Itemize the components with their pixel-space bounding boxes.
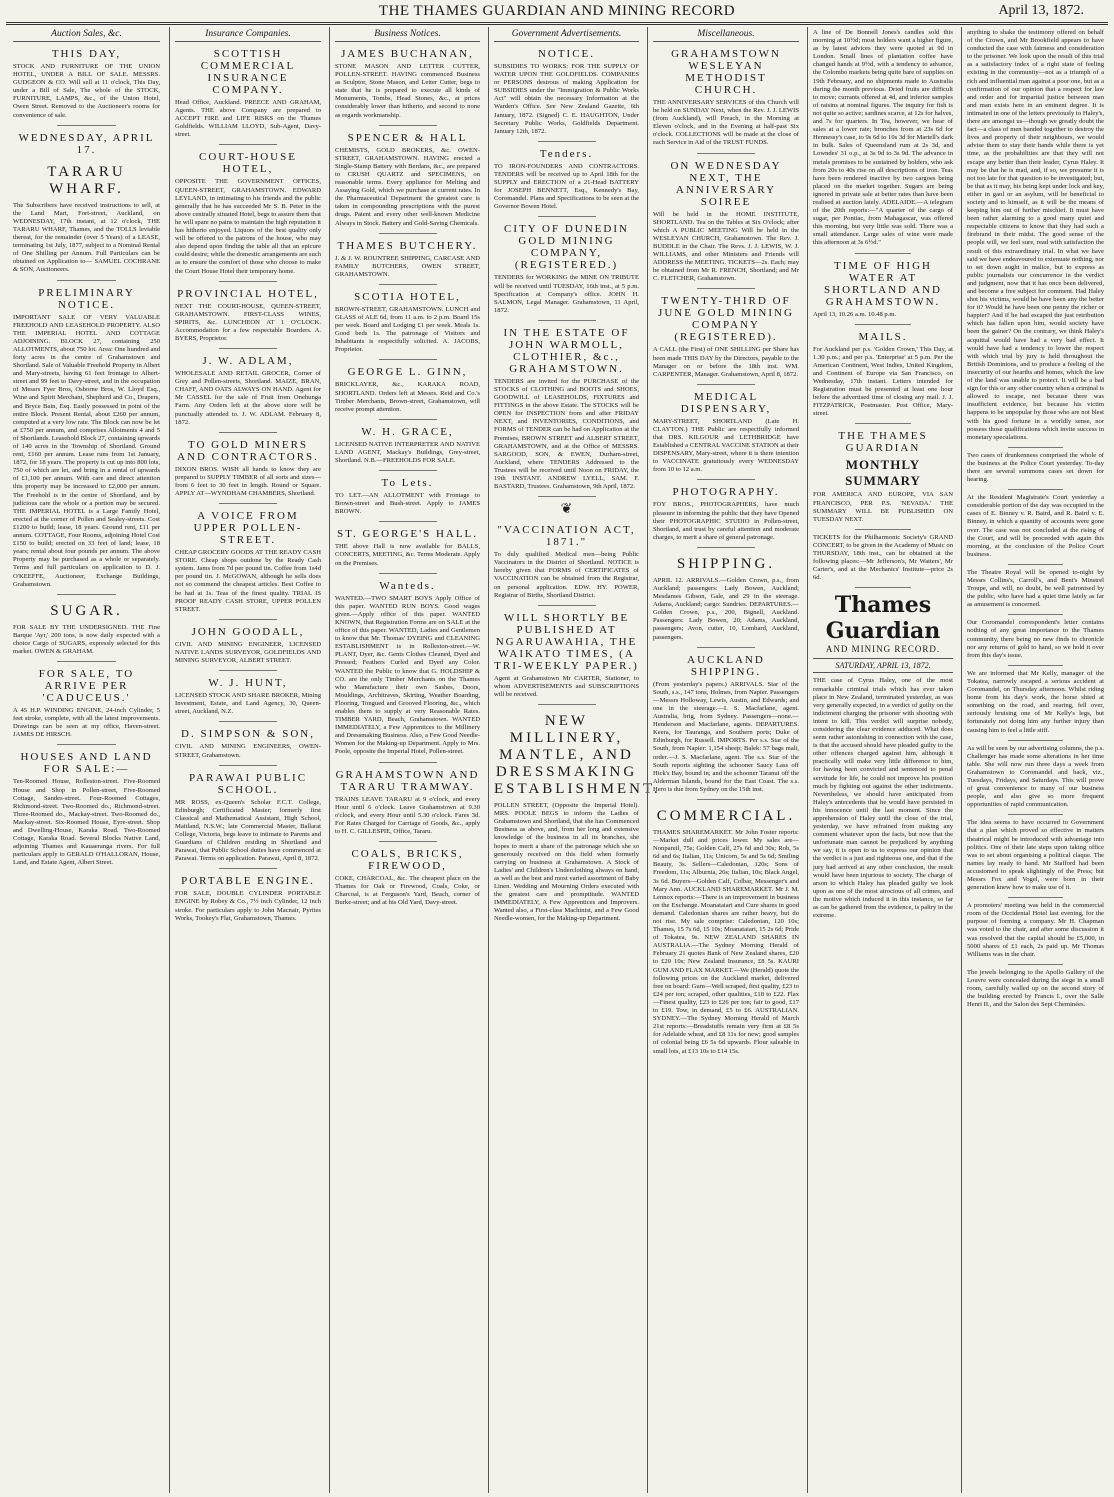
ad-body: As will be seen by our advertising columns, the p.s. Challenger has made some alterations in her time table. She will now run three days a week from Grahamstown to Coromandel and back, viz., Tuesdays, Fridays, and Saturdays. This will prove of great convenience to many of our business people, and also give so more frequent opportunities of rapid communication. [967,744,1104,809]
advertisement [967,969,1104,1009]
advertisement [335,848,480,907]
masthead-title: THE THAMES GUARDIAN AND MINING RECORD [378,3,736,19]
column-content [330,29,485,907]
advertisement [335,477,480,516]
divider [57,125,116,126]
advertisement [967,902,1104,959]
column-content [489,29,661,923]
ad-heading: Tenders. [539,147,594,160]
divider [379,419,437,420]
advertisement [494,148,639,212]
divider [379,573,437,574]
ad-heading: Wanteds. [379,579,436,592]
divider [538,704,596,705]
advertisement [335,426,480,465]
advertisement [967,29,1104,442]
divider [379,359,437,360]
column-content [808,29,958,920]
divider [855,324,911,325]
advertisement [335,366,480,413]
advertisement [494,327,639,491]
divider [219,348,277,349]
ad-body: TO IRON-FOUNDERS AND CONTRACTORS. TENDERS will be received up to April 18th for the SUPPLY and ERECTION of a 21-Head BATTERY for JOSEPH BENNETT, Esq., Kennedy's Bay, Coromandel. Plans and Specifications to be seen at the Governor Bowen Hotel. [494,162,639,211]
advertisement [13,751,160,867]
advertisement [175,151,321,275]
advertisement [335,580,480,757]
divider [697,153,755,154]
ad-heading: MEDICAL DISPENSARY, [680,390,772,415]
divider [219,721,277,722]
ad-body: BRICKLAYER, &c., KARAKA ROAD, SHORTLAND. Orders left at Messrs. Reid and Co.'s Timber Merchants, Brown-street, Grahamstown, will receive prompt attention. [335,381,480,413]
ad-body: CHEAP GROCERY GOODS AT THE READY CASH STORE. Cheap shops outdone by the Ready Cash system. Jams from 7d per pound tin. Coffee from 1s4d per pound tin. J. McGOWAN, although he sells does not so commend the cheapest articles. Best Coffee to be had at 1s. Teas of the finest quality. TRIAL IS PROOF READY CASH STORE, UPPER POLLEN STREET. [175,549,321,613]
column-content [962,29,1109,1009]
divider [855,423,911,424]
ad-heading: A VOICE FROM UPPER POLLEN-STREET. [193,510,303,547]
divider [379,125,437,126]
divider [1008,614,1063,615]
advertisement [13,287,160,589]
advertisement [175,772,321,864]
masthead-date: April 13, 1872. [998,3,1084,18]
ad-body: MR ROSS, ex-Queen's Scholar F.C.T. College, Edinburgh; Certificated Master; formerly first Classical and Mathematical Assistant, High School, Maitland, N.S.W.; late Commercial Master, Ballarat College, Victoria, begs leave to intimate to Parents and Guardians of Children residing in Shortland and Parawai, that Public School duties have commenced at Parawai. Terms on application. Parawai, April 8, 1872. [175,798,321,863]
divider [379,521,437,522]
ad-body: THE above Hall is now available for BALLS, CONCERTS, MEETING, &c. Terms Moderate. Apply on the Premises. [335,543,480,567]
ad-body: FOY BROS., PHOTOGRAPHERS, have much pleasure in informing the public that they have Opened their PHOTOGRAPHIC STUDIO in Pollen-street, Shortland, and trust by careful attention and moderate charges, to merit a share of general patronage. [653,501,799,541]
ad-heading: CITY OF DUNEDIN GOLD MINING COMPANY, (REGISTERED.) [504,223,629,272]
ad-heading: ST. GEORGE'S HALL. [336,528,479,541]
divider [855,587,911,588]
ad-display-heading: SUGAR. [50,602,123,619]
ad-heading: JAMES BUCHANAN, [341,48,474,60]
divider [1008,665,1063,666]
royal-crest-icon: ❦ [560,502,573,518]
ad-heading: JOHN GOODALL, [191,625,305,638]
ad-body: THE case of Cyrus Haley, one of the most remarkable criminal trials which has ever taken place in New Zealand, terminated yesterday, as was very generally expected, in a verdict of guilty on the indictment charging the prisoner with shooting with intent to kill. This verdict will surprise nobody, considering the clear evidence adduced. What does seem rather astonishing in connection with the case, is that the accused should have pleaded guilty to the other offences charged against him, although it practically will make very little difference to him, for having been convicted and sentenced to penal servitude for life, he could not improve his position much by fighting out against the other indictments. Nevertheless, we should have anticipated from Haley's antecedents that he would have persisted in his innocence until the last moment. Since the apprehension of Haley until the close of the trial, yesterday, we have refrained from making any comment whatever upon the facts, but now that the unfortunate man cannot be prejudiced by anything we say, it is open to us to express our opinion that the verdict is a just and righteous one, and that if the jury had arrived at any other conclusion, the result would have been injurious to society. The charge of arson to which Haley has pleaded guilty we look upon as one of the most atrocious of all crimes, and the motive which induced it in this instance, so far as can be gathered from the evidence, is paltry in the extreme. [813,677,953,920]
advertisement [653,808,799,1056]
ad-body: POLLEN STREET, (Opposite the Imperial Hotel). MRS. POOLE BEGS to inform the Ladies of Grahamstown and Shortland, that she has Commenced Business as above, and, from her long and extensive knowledge of the business in all its branches, she hopes to merit a share of the patronage which she so generously received on this field when formerly carrying on business at Grahamstown. A Stock of Ladies' and Children's Underclothing always on hand, as well as the best and most varied assortment of Baby Linen. Wedding and Mourning Orders executed with the greatest care and promptitude. WANTED IMMEDIATELY, A Few Apprentices and Improvers. Wanted also, a First-class Machinist, and a Few Good Needle-women, for the Making-up Department. [494,802,639,923]
advertisement [13,132,160,275]
advertisement [175,677,321,716]
ad-heading: NOTICE. [537,48,596,60]
divider [538,605,596,606]
column-content [8,29,165,867]
divider [1008,447,1063,448]
ad-heading: MAILS. [858,330,908,343]
divider [697,647,755,648]
ad-body: APRIL 12. ARRIVALS.—Golden Crown, p.s., from Auckland; passengers: Lady Bowen, Auckland; Mesdames Gibson, Gale, and 29 in the steerage. Adams, Auckland; cargo: Sundries. DEPARTURES.—Golden Crown, p.s., 200, Bignell, Auckland. Passengers: Lady Bowen, 20; Adams, Auckland, passengers; Avon, cutter, 10, Lombard, Auckland, passengers. [653,576,799,641]
ad-heading: FOR SALE, TO ARRIVE PER 'CADUCEUS.' [38,668,135,705]
divider [219,868,277,869]
newspaper-nameplate: Thames Guardian [825,592,941,645]
ad-body: Our Coromandel correspondent's letter contains nothing of any great importance to the Thames community, there being no new finds to chronicle nor any returns of gold to hand, so we hold it over from this day's issue. [967,619,1104,659]
divider [1008,740,1063,741]
advertisement [653,654,799,794]
divider [1008,489,1063,490]
divider [379,841,437,842]
ad-heading: PORTABLE ENGINE. [181,875,315,888]
advertisement [967,569,1104,609]
ad-heading: "VACCINATION ACT, 1871." [497,524,636,549]
divider [697,384,755,385]
column-heading: Miscellaneous. [653,29,799,42]
ad-body: The jewels belonging to the Apollo Gallery of the Louvre were concealed during the siege in a small room, carefully walled up on the second story of the building erected by Francis I., over the Salle Henri II., and the Salon des Sept Cheminées. [967,968,1104,1009]
ad-body: CIVIL AND MINING ENGINEER, LICENSED NATIVE LANDS SURVEYOR, GOLDFIELDS AND MINING SURVEYOR, ALBERT STREET. [175,640,321,665]
advertisement [967,494,1104,559]
advertisement [175,48,321,139]
ad-heading: TWENTY-THIRD OF JUNE GOLD MINING COMPANY (REGISTERED). [658,295,794,344]
ad-heading: J. W. ADLAM, [202,355,294,368]
advertisement [13,668,160,739]
advertisement [335,769,480,836]
advertisement [335,240,480,279]
advertisement [494,501,639,600]
ad-body: TICKETS for the Philharmonic Society's GRAND CONCERT, to be given in the Academy of Music on THURSDAY, 18th inst., can be obtained at the following places:—Mr Jefferson's, Mr Watters', Mr Carter's, and at the Mechanics' Institute—price 2s 6d. [813,533,953,582]
divider [855,529,911,530]
ad-body: LICENSED NATIVE INTERPRETER AND NATIVE LAND AGENT, Mackay's Buildings, Grey-street, Shortland. N.B.—FREEHOLDS FOR SALE. [335,440,480,464]
ad-body: FOR SALE BY THE UNDERSIGNED. THE Fine Barque 'Ayr,' 200 tons, is now daily expected with a choice Cargo of SUGARS, expressly selected for this market. OWEN & GRAHAM. [13,623,160,655]
ad-body: COKE, CHARCOAL, &c. The cheapest place on the Thames for Oak or Firewood, Coals, Coke, or Charcoal, is at Ferguson's Yard, Beach, corner of Burke-street; and at his Old Yard, Davy-street. [335,875,480,907]
columns [8,27,1108,1493]
ad-body: (From yesterday's papers.) ARRIVALS. Star of the South, s.s., 147 tons, Holmes, from Napier. Passengers—Messrs Holloway, Lewis, Austin, and Edwards; and one in the steerage.—I. S. Macfarlane, agent. Australia, brig, from Sydney. Passengers—none.—Henderson and Macfarlane, agents. DEPARTURES. Keera, for Tauranga, and Southern ports; Duke of Edinburgh, for Russell. IMPORTS. Per s.s. Star of the South, from Napier: 1,154 sheep; Balek: 57 bags malt, order.—J. S. Macfarlane, agent. The s.s. Star of the South reports sighting the schooner Saucy Lass off Hick's Bay, bound in; and the schooner Taranui off the Alderman Islands, bound for the East Coast. The s.s. Hero is due from Sydney on the 15th inst. [653,680,799,793]
advertisement [175,626,321,665]
ad-heading: IN THE ESTATE OF JOHN WARMOLL, CLOTHIER, &c., GRAHAMSTOWN. [503,326,630,375]
divider [57,744,116,745]
divider [1008,564,1063,565]
advertisement [653,48,799,148]
advertisement [967,745,1104,810]
divider [1008,814,1063,815]
ad-heading: THAMES BUTCHERY. [337,239,478,252]
advertisement [175,875,321,922]
divider [379,762,437,763]
column-content [170,29,326,923]
ad-heading: SPENCER & HALL [347,131,468,144]
column-6 [807,27,958,1493]
ad-heading: TO GOLD MINERS AND CONTRACTORS. [177,438,319,463]
ad-heading: To Lets. [381,477,434,490]
ad-body: IMPORTANT SALE OF VERY VALUABLE FREEHOLD AND LEASEHOLD PROPERTY. ALSO THE IMPERIAL HOTEL AND COTTAGE ADJOINING. BLOCK 27, containing 250 ALLOTMENTS, about 750 lot. Area: One hundred and forty acres in the centre of Grahamstown and Shortland. Sale of Valuable Freehold Property in Albert and Mary-streets, having 61 feet frontage to Albert-street and 99 feet to Davy-street, and in the occupation of Messrs Fyer Bros, Osborne Bros, W. Lloyd Esq., Wine and Spirit Merchant, Shepherd and Co., Drapers, and Bryce Bain, Esq. Easily possessed in point of the entire Block. Present Rental, about £260 per annum, computed at a very low rate. The Block can now be let at £750 per annum, and comprises Allotments 4 and 5 of Shortlands. Leasehold Block 27, containing upwards of 140 acres in the Township of Shortland. Ground rent, £160 per annum. Lease runs from 1st January, 1872, for 18 years. The property is cut up into 800 lots, 750 of which are let, and bring in a rental of upwards of £1,100 per annum. With care and direct attention this property may be increased to £2,000 per annum. The Freehold is in the centre of Shortland, and by judicious care the whole or a portion may be secured. THE IMPERIAL HOTEL is a Large Family Hotel, erected at the corner of Pollen and Sealey-streets. Cost £1200 to build; lease, 18 years. Ground rent, £11 per annum. COTTAGE, Four Rooms, adjoining Hotel Cost £150 to build; erected on 33 feet of land; lease, 18 years; rental about four pounds per annum. The above Property may be purchased as a whole or separately. Terms and full particulars on application to D. J. O'KEEFFE, Auctioneer, Exchange Buildings, Grahamstown. [13,313,160,588]
ad-heading: PROVINCIAL HOTEL, [177,287,319,300]
ad-body: NEXT THE COURT-HOUSE, QUEEN-STREET, GRAHAMSTOWN. FIRST-CLASS WINES, SPIRITS, &c. LUNCHEON AT 1 O'CLOCK. Accommodation for a few respectable Boarders. A. BYERS, Proprietor. [175,302,321,342]
advertisement [494,223,639,314]
ad-heading: HOUSES AND LAND FOR SALE:— [20,751,153,776]
divider [855,253,911,254]
ad-body: The Subscribers have received instructions to sell, at the Land Mart, Fort-street, Auckland, on WEDNESDAY, 17th instant, at 12 o'clock, THE TARARU WHARF, Thames, and the TOLLS leviable thereat, for the remainder (over 5 Years) of a LEASE, terminating 1st July, 1877, subject to a Nominal Rental of One Shilling per Annum. Full Particulars can be obtained on Application to— SAMUEL COCHRANE & SON, Auctioneers. [13,201,160,274]
advertisement [967,619,1104,659]
ad-heading: W. J. HUNT, [208,677,288,690]
advertisement [13,603,160,656]
ad-display-heading: COMMERCIAL. [656,807,796,824]
divider [57,594,116,595]
advertisement [494,713,661,923]
advertisement [967,670,1104,735]
ad-body: WHOLESALE AND RETAIL GROCER, Corner of Grey and Pollen-streets, Shortland. MAIZE, BRAN, CHAFF, AND OATS ALWAYS ON HAND. Agent for Mr CASSEL for the sale of Fruit from Onehunga Farm. Any Orders left at the above store will be punctually attended to. J. W. ADLAM. February 8, 1872. [175,370,321,426]
ad-heading: SCOTTISH COMMERCIAL INSURANCE COMPANY. [200,48,296,96]
divider [1008,897,1063,898]
advertisement [494,612,639,699]
ad-heading: TIME OF HIGH WATER AT SHORTLAND AND GRAHAMSTOWN. [824,259,942,308]
ad-body: J. & J. W. ROUNTREE SHIPPING, CARCASE AND FAMILY BUTCHERS, OWEN STREET, GRAHAMSTOWN. [335,254,480,278]
nameplate-subtitle: AND MINING RECORD. [825,644,941,655]
ad-body: anything to shake the testimony offered on behalf of the Crown, and Mr Brookfield appears to have conducted the case with fairness and consideration to the prisoner. We look upon the result of this trial as a satisfactory index of a right state of feeling existing in the community—not as a triumph of a rich and influential man against a poor one, but as a confirmation of our opinion that a respect for law and order and for impartial justice between man and man exists here in an eminent degree. It is intimated in one of the letters previously to Haley's, there are amongst us—though we greatly doubt the fact—a class of men banded together to destroy the lives and property of their neighbours, we would advise them to stay their hands while there is yet time, as the probabilities are that they will not escape any better than their leader, Cyrus Haley. It may be that he is mad, and, if so, we presume it is not too late for that question to be investigated; but, be that as it may, his being kept under lock and key, either in gaol or an asylum, will be beneficial to society and to himself, as it will be the means of keeping him out of further mischief. It must have been rather alarming to a good many quiet and respectable citizens to know that they had such a firebrand in their midst. The good sense of the people will, we feel sure, read with satisfaction the result of this extraordinary trial. In what we have said we have endeavoured to extenuate nothing, nor to set down aught in malice, but to express as public journalists our concurrence in the verdict and judgment, now that it has once been delivered, and become a free subject for comment. Had Haley shot his victims, would he have been any the better for it? Would he have been one penny the richer or happier? And if he had escaped the just retribution which has fallen upon him, would society have been the gainer? On the contrary, we think Haley's acquittal would have had a very bad effect. It would have had a tendency to lower the respect with which trial by jury is held throughout the British Dominions, and to produce a feeling of the insecurity of our hearths and homes, which the law of the land was unable to protect. It will be a bad sign for this or any other country when a criminal is allowed to escape, not because there was insufficient evidence, but because his victim happens to be unpopular by those who are not blest with his good fortune in a worldly sense, nor possess those qualifications which invite success in monetary speculations. [967,29,1104,441]
ad-heading: ON WEDNESDAY NEXT, THE ANNIVERSARY SOIREE [670,159,782,208]
column-2 [169,27,326,1493]
ad-body: To duly qualified Medical men—being Public Vaccinators in the District of Shortland. NOTICE is hereby given that FORMS of CERTIFICATES of VACCINATION can be obtained from the Registrar, on personal application. EDW. HY. POWER, Registrar of Births, Shortland District. [494,551,639,599]
divider [219,670,277,671]
divider [219,503,277,504]
ad-body: DIXON BROS. WISH all hands to know they are prepared to SUPPLY TIMBER of all sorts and sizes—from 6 feet to 30 feet in length. Round or Square. APPLY AT—WYNDHAM CHAMBERS, Shortland. [175,465,321,497]
divider [538,141,596,142]
ad-heading: GRAHAMSTOWN WESLEYAN METHODIST CHURCH. [671,48,781,96]
divider [538,496,596,497]
ad-display-heading: TARARU WHARF. [47,163,126,197]
ad-heading: GEORGE L. GINN, [347,366,468,379]
advertisement [967,452,1104,484]
divider [697,479,755,480]
ad-display-heading: NEW MILLINERY, MANTLE, AND DRESSMAKING ESTABLISHMENT. [494,713,661,798]
ad-body: Will be held in the HOME INSTITUTE, SHORTLAND. Tea on the Tables at Six O'clock; after which A PUBLIC MEETING Will be held in the WESLEYAN CHURCH, Grahamstown. The Rev. J. BUDDLE in the Chair. The Revs. J. J. LEWIS, W. J. WILLIAMS, and other Ministers and Friends will ADDRESS the MEETING. TICKETS—2s. Each; may be obtained from Mr R. FRENCH, Shortland; and Mr C. FLETCHER, Grahamstown. [653,210,799,283]
column-3 [329,27,485,1493]
divider [379,284,437,285]
column-1 [8,27,165,1493]
ad-heading: W. H. GRACE, [361,425,454,438]
ad-body: BROWN-STREET, GRAHAMSTOWN. LUNCH and GLASS of ALE 6d, from 11 a.m. to 2 p.m. Board 15s per week. Board and Lodging £1 per week. Meals 1s. Good beds 1s. The patronage of Visitors and Inhabitants is respectfully solicited. A. JACOBS, Proprietor. [335,305,480,354]
divider [697,547,755,548]
advertisement [653,556,799,642]
masthead [0,0,1114,20]
advertisement [967,819,1104,892]
summary-heading: MONTHLY SUMMARY [845,457,921,489]
advertisement [653,295,799,378]
ad-body: Ten-Roomed House, Rolleston-street. Five-Roomed House and Shop in Pollen-street, Five-Roomed Cottage, Sandes-street. Four-Roomed Cottages, Richmond-street. Two-Roomed do., Richmond-street. Three-Roomed do., Mackay-street. Two-Roomed do., Mackay-street. Six-Roomed House, Eyre-street. Shop and Dwelling-House, Karaka Road. Two-Roomed Cottage, Karaka Road. Several Blocks Native Land, adjoining Thames and Kauaeranga rivers. For full particulars apply to GERALD O'HALLORAN, House, Land, and Estate Agent, Albert Street. [13,778,160,867]
advertisement [813,331,953,419]
ad-heading: PHOTOGRAPHY. [672,486,780,499]
divider [219,765,277,766]
divider [219,144,277,145]
column-heading: Government Advertisements. [494,29,639,42]
ad-body: TRAINS LEAVE TARARU at 9 o'clock, and every Hour until 6 o'clock. Leave Grahamstown at 9.30 o'clock, and every Hour until 5.30 o'clock. Fares 3d. For Rates Charged for Carriage of Goods, &c., apply to H. C. GILLESPIE, Office, Tararu. [335,795,480,835]
divider [219,619,277,620]
divider [697,799,755,800]
ad-heading: PARAWAI PUBLIC SCHOOL. [188,771,308,796]
ad-body: A 45 H.P. WINDING ENGINE, 24-inch Cylinder, 5 feet stroke, complete, with all the latest improvements. Drawings can be seen at my office, Haven-street. JAMES DE HIRSCH. [13,707,160,739]
advertisement [335,48,480,120]
ad-body: LICENSED STOCK AND SHARE BROKER, Mining Investment, Estate, and Land Agency, 30, Queen-street, Auckland, N.Z. [175,692,321,716]
ad-display-heading: SHIPPING. [676,555,776,572]
column-7 [961,27,1109,1493]
ad-body: FOR SALE, DOUBLE CYLINDER PORTABLE ENGINE by Robey & Co., 7½ inch Cylinder, 12 inch stroke. For particulars apply to John Macnair, Pyrites Works, Tookey's Flat, Grahamstown, Thames. [175,890,321,922]
advertisement [813,592,953,920]
ad-heading: SCOTIA HOTEL, [354,290,461,303]
advertisement [175,510,321,614]
divider [697,288,755,289]
ad-body: TENDERS are invited for the PURCHASE of the STOCKS of CLOTHING and BOOTS and SHOES, GOODWILL of LEASEHOLDS, FIXTURES and FITTINGS in the above Estate. The STOCKS will be OPEN for INSPECTION from and after FRIDAY NEXT, and INVENTORIES, CONDITIONS, and FORMS of TENDER can be had on Application at the Premises, BROWN STREET and ALBERT STREET, GRAHAMSTOWN, and at the Office of MESSRS. SARGOOD, SON, & EWEN, Durham-street, Auckland, where TENDERS Addressed to the Trustees will be received until Noon on FRIDAY, the 19th INSTANT. ANDREW LYELL, SAM. F. BASTARD, Trustees. Grahamstown, 9th April, 1872. [494,377,639,491]
ad-body: The idea seems to have occurred to Government that a plan which proved so effective in matters theatrical might be introduced with advantage into politics. One of their late steps upon taking office was to set about organising a political claque. The names lay ready to hand. Mr Stafford had been accustomed to speak slightingly of the Press; but Messrs Fox and Vogel, were born in their generation knew how to make use of it. [967,819,1104,892]
advertisement [813,29,953,248]
advertisement [813,430,953,523]
divider [538,320,596,321]
advertisement [13,48,160,120]
ad-body: MARY-STREET, SHORTLAND (Late H. CLAYTON.) THE Public are respectfully informed that DRS. KILGOUR and LETHBRIDGE have Established a CENTRAL VACCINE STATION at their DISPENSARY, Mary-street, where it is there intention to VACCINATE gratuitously every WEDNESDAY from 10 to 12 a.m. [653,417,799,474]
ad-heading: D. SIMPSON & SON, [181,728,315,741]
advertisement [653,486,799,541]
ad-body: At the Resident Magistrate's Court yesterday a considerable portion of the day was occupied in the cases of E. Binney v. R. Baird, and R. Baird v. E. Binney, in which a quantity of accounts were gone over. The case was not concluded at the rising of the Court, and will be proceeded with again this morning, at the conclusion of the Police Court business. [967,494,1104,558]
ad-body: Two cases of drunkenness comprised the whole of the business at the Police Court yesterday. To-day there are several summons cases set down for hearing. [967,451,1104,484]
ad-body: THAMES SHAREMARKET. Mr John Foster reports:—Market dull and prices lower. My sales are—Nonpareil, 75s; Golden Calf, 27s 6d and 30s; Rob, 5s 6d and 6s; Italian, 11s; Unicorn, 5s and 5s 6d; Smiling Beauty, 3s. Sellers—Caledonian, 120s; Sons of Freedom, 11s; Alburnia, 26s; Italian, 10s; Black Angel, 3s 6d. Buyers—Golden Calf, Colbar, Messenger's and Mary Ann. AUCKLAND SHAREMARKET. Mr J. M. Lennox reports:—There is an improvement in business on the Exchange. Moanataiari and Cure shares in good demand. Caledonian shares are rather heavy, but do not rise. My sale comprise: Caledonian, 120 10s; Thames, 15 7s 6d, 15 10s; Moanataiari, 15 2s 6d; Pride of Tokatea, 9s. NEW ZEALAND SHARES IN AUSTRALIA.—The Sydney Morning Herald of February 21 quotes Bank of New Zealand shares, £20 to £20 10s; New Zealand Insurance, £8 5s. KAURI GUM AND FLAX MARKET.—We (Herald) quote the following prices on the Auckland market, delivered free on board: Gum—Well scraped, first quality, £23 to £24 per ton; scraped, other qualities, £18 to £22. Flax—Finest quality, £23 to £26 per ton; fair to good, £17 to £19. Tow, in demand, £5 to £6. AUSTRALIAN. SYDNEY.—The Sydney Morning Herald of March 21st reports:—Breadstuffs remain very firm at £8 5s for Adelaide wheat, and £8 11s for new; good samples of colonial being £6 5s 6d upwards. Flour saleable in small lots, at £13 10s to £14 15s. [653,828,799,1055]
ad-body: STOCK AND FURNITURE OF THE UNION HOTEL, UNDER A BILL OF SALE. MESSRS. GUDGEON & CO. Will sell at 11 o'clock, This Day, under a Bill of Sale, The whole of the STOCK, FURNITURE, LAMPS, &c., of the Union Hotel, Owen Street. Removed to the Auctioneer's rooms for convenience of sale. [13,63,160,119]
advertisement [653,391,799,475]
divider [538,216,596,217]
ad-heading: COURT-HOUSE HOTEL, [199,151,297,176]
ad-heading: PRELIMINARY NOTICE. [38,286,135,311]
advertisement [175,439,321,498]
ad-heading: THE THAMES GUARDIAN [838,430,928,455]
ad-body: TENDERS for WORKING the MINE ON TRIBUTE will be received until TUESDAY, 16th inst., at 5 p.m. Specification at Company's office. JOHN H. SALMON, Legal Manager. Grahamstown, 11 April, 1872. [494,274,639,314]
masthead-rule-2 [6,24,1108,25]
column-heading: Auction Sales, &c. [13,29,160,42]
divider [379,233,437,234]
ad-heading: GRAHAMSTOWN AND TARARU TRAMWAY. [335,768,480,793]
advertisement [335,528,480,567]
divider [1008,964,1063,965]
ad-heading: WILL SHORTLY BE PUBLISHED AT NGARUAWAHIA, THE WAIKATO TIMES, (A TRI-WEEKLY PAPER.) [494,611,639,672]
advertisement [175,288,321,343]
ad-body: We are informed that Mr Kelly, manager of the Tokatea, narrowly escaped a serious accident at Coromandel, on Thursday afternoon. Whilst riding home from his day's work, the horse shied at something on the road, and rearing, fell over, seriously bruising one of Mr Kelly's legs, but fortunately not doing him any further injury than causing him to feel a little stiff. [967,669,1104,734]
advertisement [494,48,639,136]
column-content [648,29,804,1056]
advertisement [653,160,799,284]
divider [219,432,277,433]
issue-date-line: SATURDAY, APRIL 13, 1872. [813,658,953,673]
ad-heading: WEDNESDAY, APRIL 17. [18,131,155,156]
ad-body: Agent at Grahamstown Mr CARTER, Stationer, to whom ADVERTISEMENTS and SUBSCRIPTIONS will be received. [494,674,639,698]
column-heading: Business Notices. [335,29,480,42]
ad-heading: AUCKLAND SHIPPING. [687,653,765,678]
advertisement [335,132,480,228]
divider [57,280,116,281]
ad-body: CHEMISTS, GOLD BROKERS, &c. OWEN-STREET, GRAHAMSTOWN. HAVING erected a Single-Stamp Battery with Berdans, &c., are prepared to CRUSH QUARTZ and SPECIMENS, on reasonable terms. Every appliance for Melting and Assaying Gold, which we purchase at current rates. In the Pharmaceutical Department the greatest care is taken in compounding prescriptions with the purest drugs. Patent and every other well-known Medicine Always in Stock. Battery and Gold-Saving Chemicals. [335,146,480,227]
ad-body: SUBSIDIES TO WORKS: FOR THE SUPPLY OF WATER UPON THE GOLDFIELDS. COMPANIES or PERSONS desirous of making Application for SUBSIDIES under the "Immigration & Public Works Act" will obtain the necessary Information at the Warden's Office. See New Zealand Gazette, 6th January, 1872. (Signed) C. E. HAUGHTON, Under Secretary Public Works, Goldfields Department. January 12th, 1872. [494,63,639,135]
advertisement [813,534,953,583]
divider [379,470,437,471]
ad-body: STONE MASON AND LETTER CUTTER, POLLEN-STREET. HAVING commenced Business as Sculptor, Stone Mason, and Letter Cutter, begs to state that he is prepared to execute all kinds of Monuments, Tombs, Head Stones, &c., at prices considerably lower than hitherto, and second to none as regards workmanship. [335,63,480,119]
masthead-rule [6,22,1108,23]
divider [219,281,277,282]
ad-heading: THIS DAY, [51,48,122,60]
advertisement [813,260,953,319]
ad-body: CIVIL AND MINING ENGINEERS, OWEN-STREET, Grahamstown. [175,743,321,759]
ad-body: A CALL (the First) of ONE SHILLING per Share has been made THIS DAY by the Directors, payable to the Manager on or before the 18th inst. WM. CARPENTER, Manager. Grahamstown, April 8, 1872. [653,346,799,378]
ad-body: FOR AMERICA AND EUROPE, VIA SAN FRANCISCO, PER P.S. 'NEVADA.' THE SUMMARY WILL BE PUBLISHED ON TUESDAY NEXT. [813,491,953,523]
ad-body: TO LET.—AN ALLOTMENT with Frontage to Brown-street and Bush-street. Apply to JAMES BROWN. [335,492,480,516]
ad-body: THE ANNIVERSARY SERVICES of this Church will be held on SUNDAY Next, when the Rev. J. J. LEWIS (from Auckland), will Preach, in the Morning at Eleven o'clock, and in the Evening at half-past Six o'clock. COLLECTIONS will be made at the close of each Service in Aid of the TRUST FUNDS. [653,99,799,147]
ad-body: WANTED.—TWO SMART BOYS Apply Office of this paper. WANTED RUN BOYS. Good wages given.—Apply office of this paper. WANTED KNOWN, that Registration Forms are on SALE at the office of this paper. WANTED, Ladies and Gentlemen to know that Mr. Thomas' DYEING and CLEANING ESTABLISHMENT is in Rolleston-street.—W. PLANT, Dyer, &c. Gents Clothes Cleaned, Dyed and Pressed; Feathers Curled and Dyed any Color. WANTED the Public to know that G. HOLDSHIP & CO. are the only Timber Merchants on the Thames who Manufacture their own Sashes, Doors, Mouldings, Architraves, Skirting, Weather Boarding, Flooring, Tongued and Grooved Flooring, &c., which enables them to supply at very Reasonable Rates. TIMBER YARD, Beach, Grahamstown. WANTED IMMEDIATELY, a Few Apprentices to the Millinery and Dressmaking Business. Also, a Few Good Needle-Women for the Making-up Department. Apply to Mrs. Poole, opposite the Imperial Hotel, Pollen-street. [335,594,480,756]
divider [57,661,116,662]
ad-body: Head Office, Auckland. PREECE AND GRAHAM, Agents. THE above Company are prepared to ACCEPT FIRE and LIFE RISKS on the Thames Goldfields. WILLIAM LLOYD, Sub-Agent, Davy-street. [175,99,321,139]
ad-body: April 13, 10.26 a.m. 10.48 p.m. [813,310,897,318]
ad-body: The Theatre Royal will be opened to-night by Messrs Collins's, Carroll's, and Bent's Minstrel Troupe, and will, no doubt, be well patronised by the public, who have had a quiet time lately as far as amusement is concerned. [967,568,1104,609]
ad-heading: COALS, BRICKS, FIREWOOD, [351,848,464,872]
ad-body: A line of De Bonnell Jones's candles sold this morning at 10½d; most holders want a higher figure, as by latest advices they were quoted at 9d in London. Small lines of plantation coffee have changed hands at 9½d, with a tendency to advance, the Colombo markets being quite bare of supplies on 19th February, and no shipments made to Australia during the month previous. Dried fruits are difficult to move; currants offered at 4d, and inferior samples of raisins at nominal figures. The inquiry for fish is not quite so active; sardines scarce, at 12s for halves, and 7s for quarters. In Tea, however, we hear of sales at a lower rate; bronches from at 23s 6d for Hennessy's case, to 9s 6d to 10s 3d for Martell's dark in bulk. Sales of Queensland rum at 2s 3d, and Lowndes' 31 o.p., at 3s 9d to 3s 9d. The advance in metals promises to be sustained by holders, who ask from 20s to 40s rise on all descriptions of iron. Teas have been rendered inactive by two cargoes being placed on the market together. Sugars are being ignored in private sale at better rates than have been realised at auction lately. ADELAIDE.—A telegram of the 20th reports:—"A quarter of the cargo of sugar, per Pontiac, from Mahagascar, was offered this morning, but very little was sold. There was a small attendance. Large sales of wine were made this afternoon at 3s 6½d." [813,29,953,247]
ad-body: For Auckland per p.s. 'Golden Crown,' This Day, at 1.30 p.m.; and per p.s. 'Enterprise' at 5 p.m. Per the American Continent, West Indies, United Kingdom, and Continent of Europe via San Francisco, on Wednesday, 17th instant. Letters intended for Registration must be presented at least one hour before the advertised time of closing any mail. J. J. FITZPATRICK, Postmaster. Post Office, Mary-street. [813,345,953,418]
advertisement [335,291,480,355]
advertisement [175,355,321,427]
column-4 [488,27,661,1493]
ad-body: OPPOSITE THE GOVERNMENT OFFICES, QUEEN-STREET, GRAHAMSTOWN. EDWARD LEYLAND, in intimating to his friends and the public generally that he has succeeded Mr S. B. Peter in the above centrally situated Hotel, begs to assure them that he will spare no pains to maintain the high reputation it has hitherto enjoyed. Liquors of the best quality only will be offered to the patrons of the house, who may also depend upon finding the table all that an epicure could desire; while the domestic arrangements are such as to ensure the comfort of those who choose to make the Court House Hotel their temporary home. [175,178,321,275]
column-5 [647,27,804,1493]
column-heading: Insurance Companies. [175,29,321,42]
ad-body: A promoters' meeting was held in the commercial room of the Occidental Hotel last evening, for the purpose of forming a company. Mr H. Chapman was voted to the chair, and after some discussion it was resolved that the capital should be £5,000, in 5000 shares of £1 each, 2s paid up. Mr Thomas Williams was in the chair. [967,902,1104,958]
advertisement [175,728,321,759]
